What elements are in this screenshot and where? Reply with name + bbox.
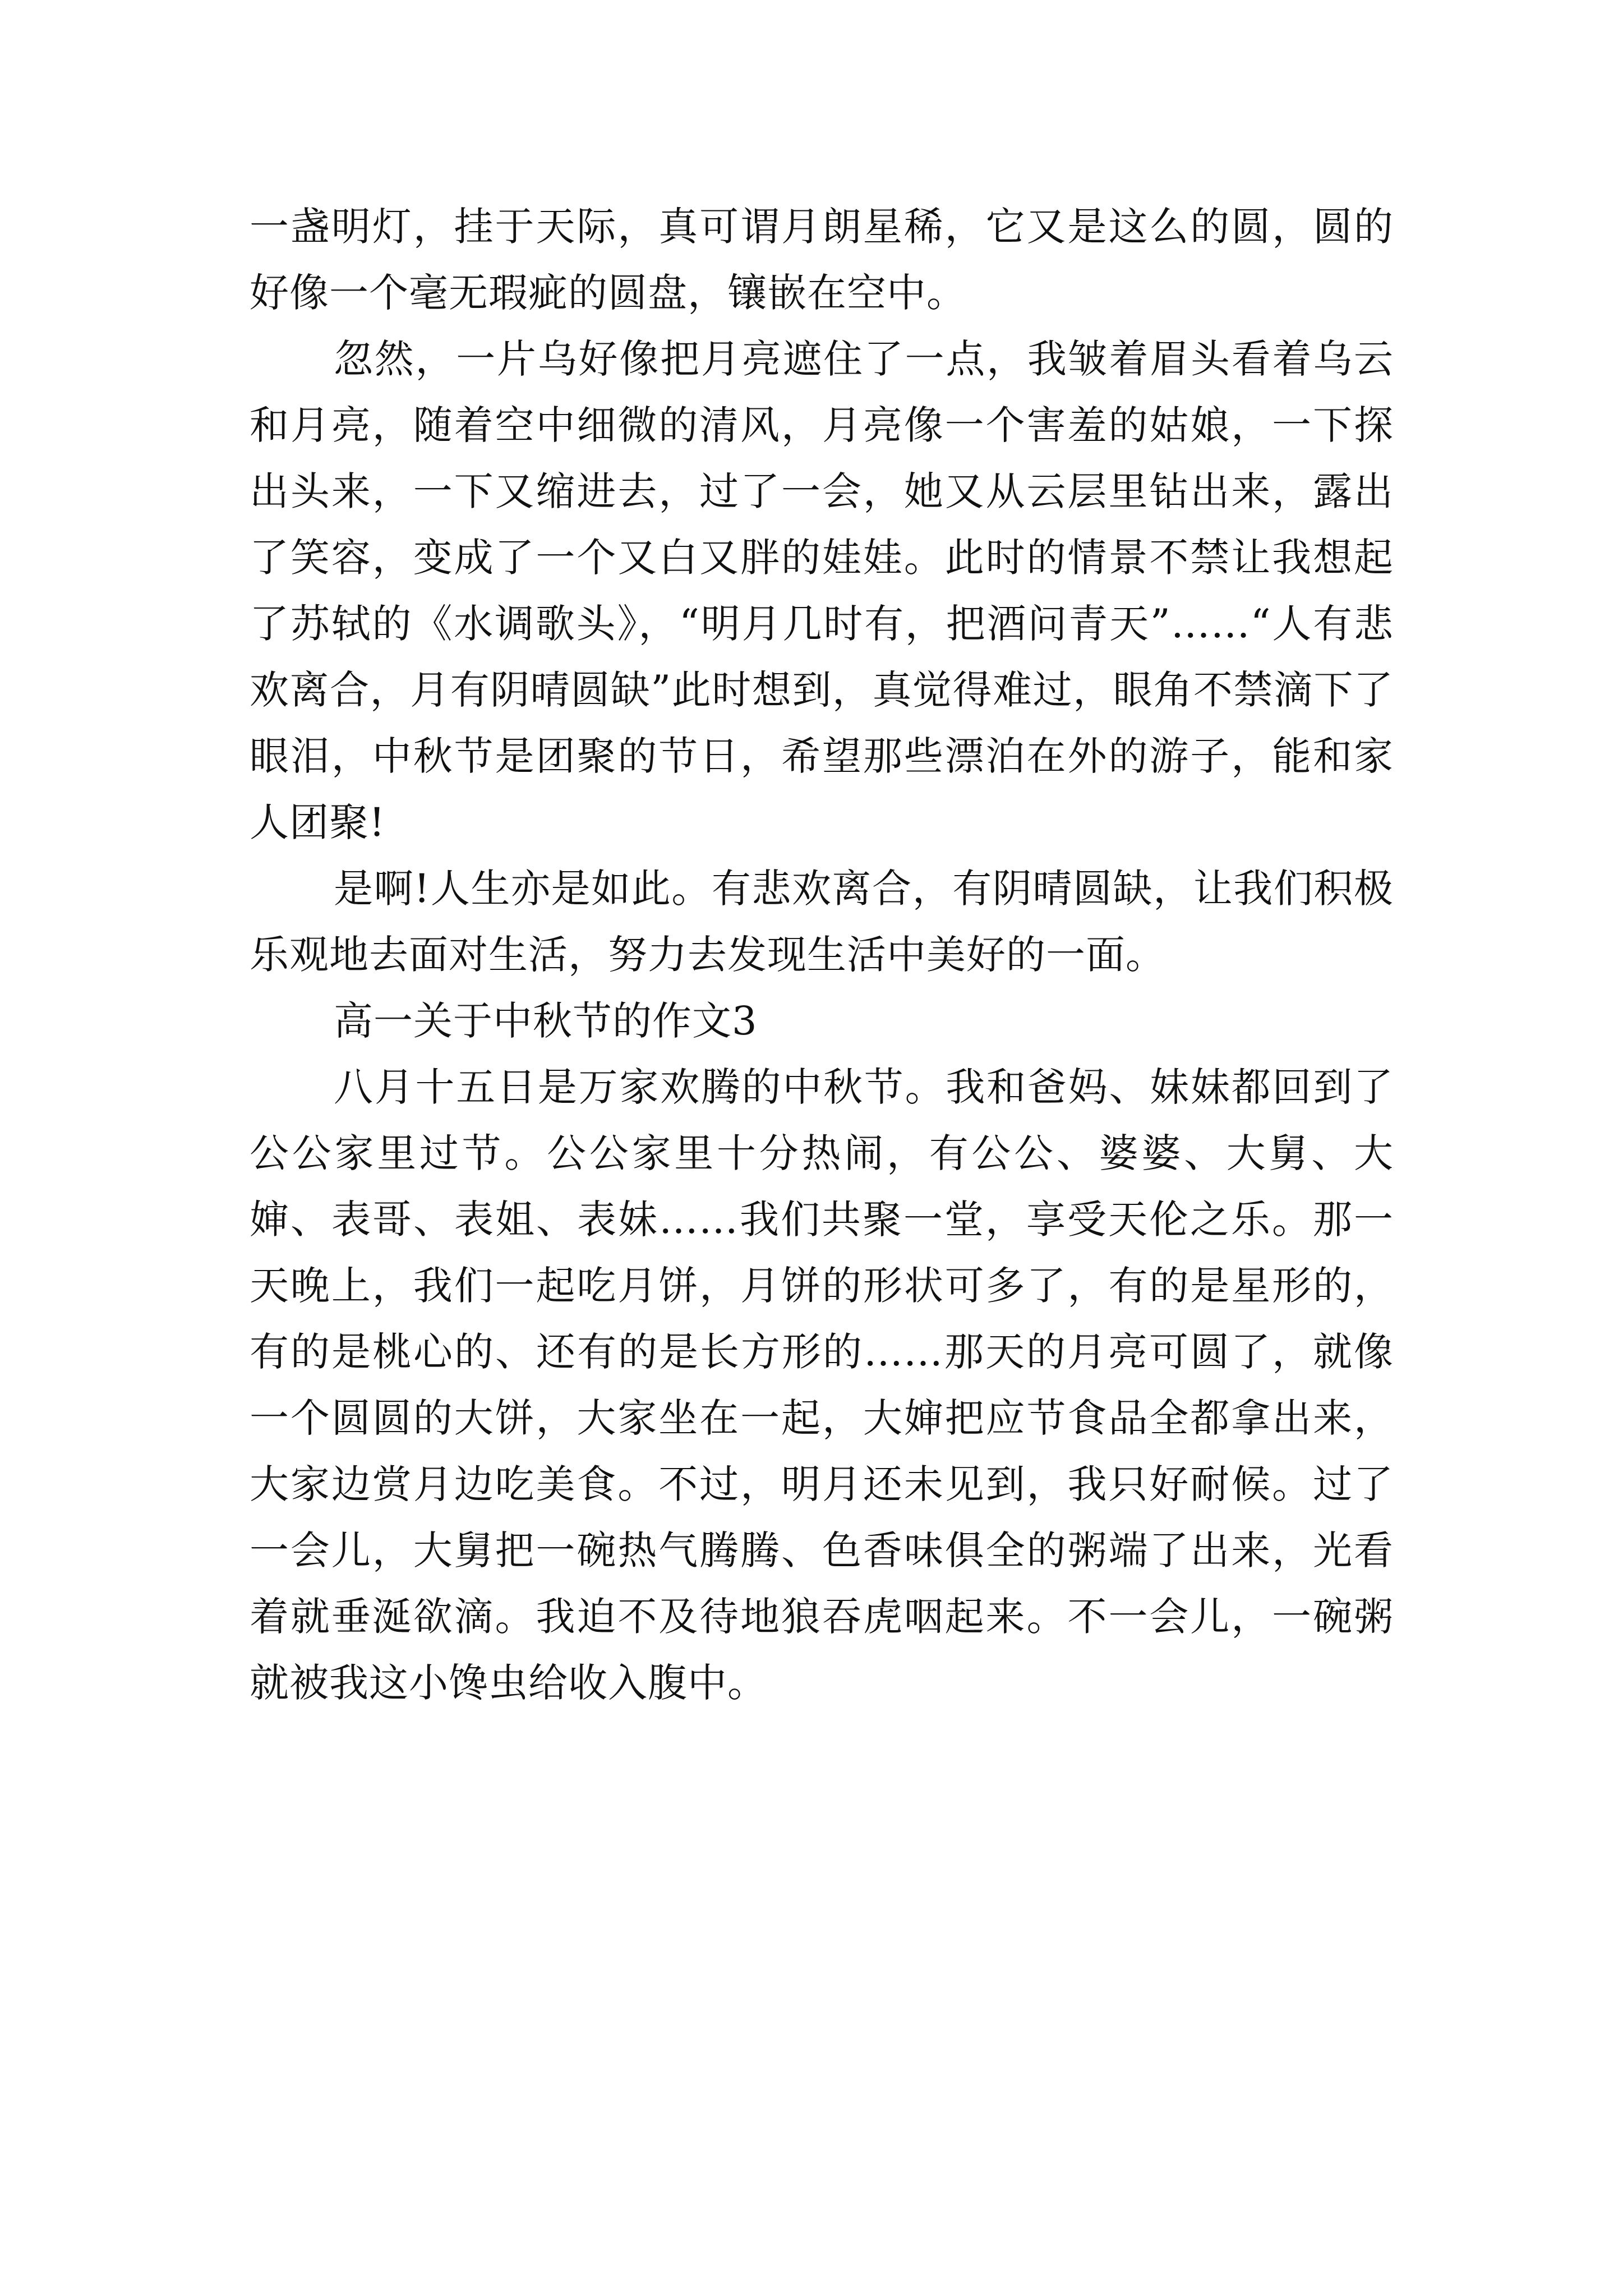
paragraph-life-reflection: 是啊!人生亦是如此。有悲欢离合，有阴晴圆缺，让我们积极乐观地去面对生活，努力去发现生活中美好的一面。 bbox=[250, 866, 1394, 978]
paragraph-family-gathering: 八月十五日是万家欢腾的中秋节。我和爸妈、妹妹都回到了公公家里过节。公公家里十分热闹，有公公、婆婆、大舅、大婶、表哥、表姐、表妹……我们共聚一堂，享受天伦之乐。那一天晚上，我们一起吃月饼，月饼的形状可多了，有的是星形的，有的是桃心的、还有的是长方形的……那天的月亮可圆了，就像一个圆圆的大饼，大家坐在一起，大婶把应节食品全都拿出来，大家边赏月边吃美食。不过，明月还未见到，我只好耐候。过了一会儿，大舅把一碗热气腾腾、色香味俱全的粥端了出来，光看着就垂涎欲滴。我迫不及待地狼吞虎咽起来。不一会儿，一碗粥就被我这小馋虫给收入腹中。 bbox=[250, 1064, 1394, 1706]
document-body bbox=[250, 194, 1394, 1716]
paragraph-continued: 一盏明灯，挂于天际，真可谓月朗星稀，它又是这么的圆，圆的好像一个毫无瑕疵的圆盘，镶嵌在空中。 bbox=[250, 204, 1394, 316]
paragraph-moon-clouds: 忽然，一片乌好像把月亮遮住了一点，我皱着眉头看着乌云和月亮，随着空中细微的清风，月亮像一个害羞的姑娘，一下探出头来，一下又缩进去，过了一会，她又从云层里钻出来，露出了笑容，变成了一个又白又胖的娃娃。此时的情景不禁让我想起了苏轼的《水调歌头》，“明月几时有，把酒问青天”……“人有悲欢离合，月有阴晴圆缺”此时想到，真觉得难过，眼角不禁滴下了眼泪，中秋节是团聚的节日，希望那些漂泊在外的游子，能和家人团聚! bbox=[250, 336, 1394, 845]
essay-heading: 高一关于中秋节的作文3 bbox=[334, 998, 758, 1044]
